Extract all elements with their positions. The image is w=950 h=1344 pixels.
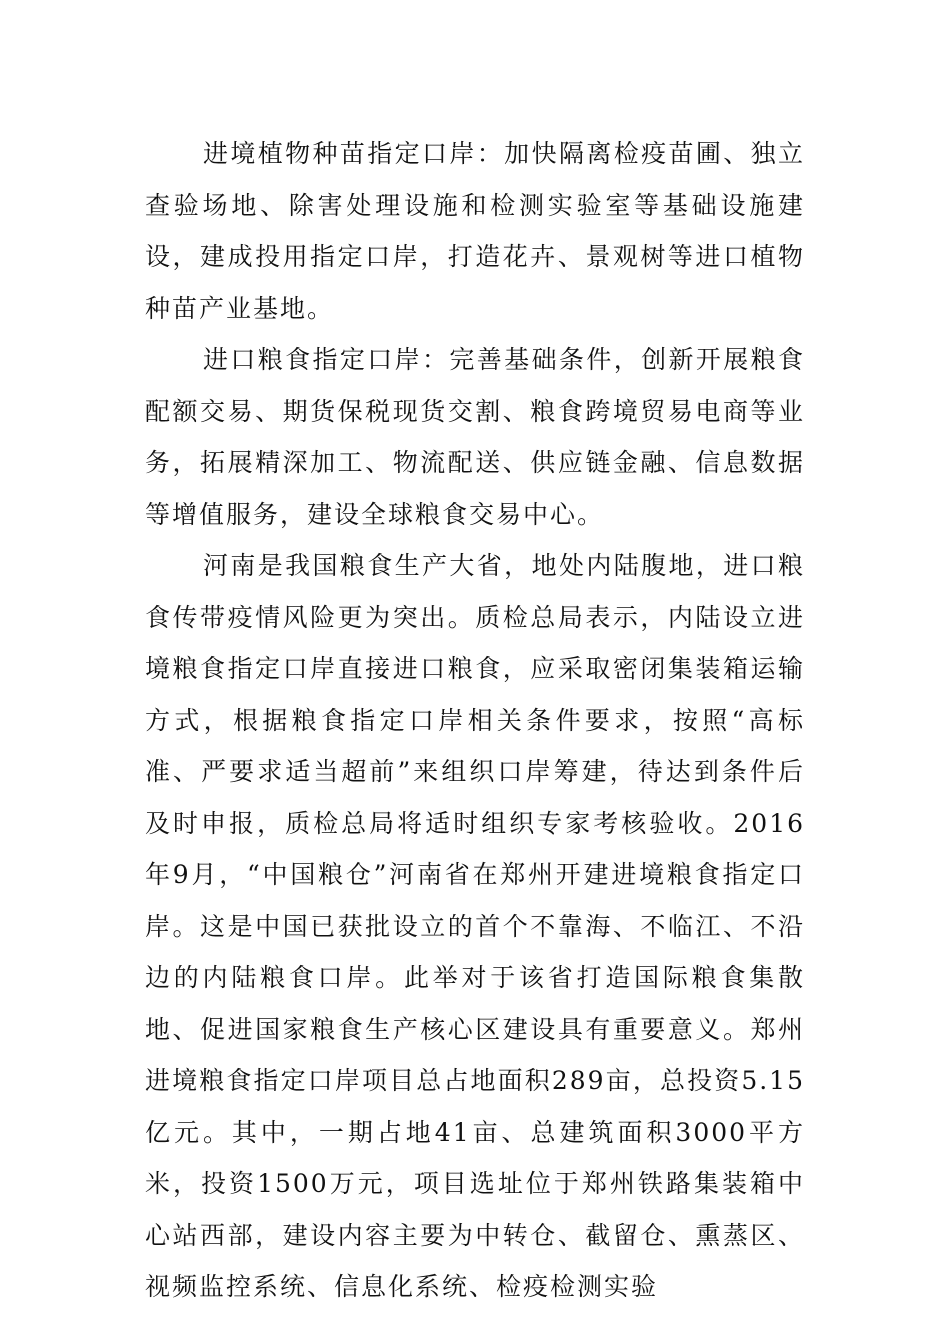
- document-body: [145, 128, 805, 1313]
- paragraph-grain-import-port: 进口粮食指定口岸：完善基础条件，创新开展粮食配额交易、期货保税现货交割、粮食跨境贸易电商等业务，拓展精深加工、物流配送、供应链金融、信息数据等增值服务，建设全球粮食交易中心。: [145, 345, 805, 529]
- paragraph-henan-grain-port: 河南是我国粮食生产大省，地处内陆腹地，进口粮食传带疫情风险更为突出。质检总局表示，内陆设立进境粮食指定口岸直接进口粮食，应采取密闭集装箱运输方式，根据粮食指定口岸相关条件要求，按照“高标准、严要求适当超前”来组织口岸筹建，待达到条件后及时申报，质检总局将适时组织专家考核验收。2016年9月，“中国粮仓”河南省在郑州开建进境粮食指定口岸。这是中国已获批设立的首个不靠海、不临江、不沿边的内陆粮食口岸。此举对于该省打造国际粮食集散地、促进国家粮食生产核心区建设具有重要意义。郑州进境粮食指定口岸项目总占地面积289亩，总投资5.15亿元。其中，一期占地41亩、总建筑面积3000平方米，投资1500万元，项目选址位于郑州铁路集装箱中心站西部，建设内容主要为中转仓、截留仓、熏蒸区、视频监控系统、信息化系统、检疫检测实验: [145, 551, 805, 1301]
- paragraph-plant-seedling-port: 进境植物种苗指定口岸：加快隔离检疫苗圃、独立查验场地、除害处理设施和检测实验室等基础设施建设，建成投用指定口岸，打造花卉、景观树等进口植物种苗产业基地。: [145, 139, 805, 323]
